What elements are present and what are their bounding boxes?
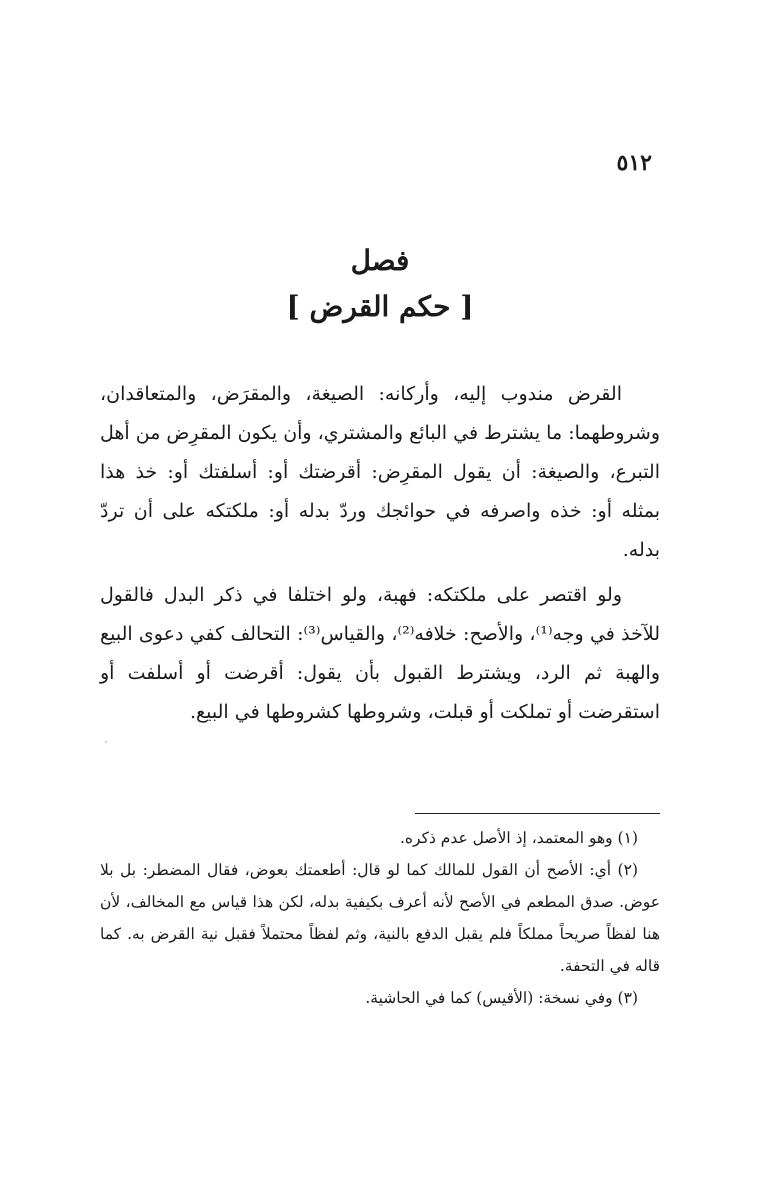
decorative-dot bbox=[105, 741, 107, 743]
page-number: ٥١٢ bbox=[616, 150, 652, 176]
paragraph: القرض مندوب إليه، وأركانه: الصيغة، والمقرَض، والمتعاقدان، وشروطهما: ما يشترط في البائع والمشتري، وأن يكون المقرِض من أهل التبرع، والصيغة: أن يقول المقرِض: أقرضتك أو: أسلفتك أو: خذ هذا بمثله أو: خذه واصرفه في حوائجك وردّ بدله أو: ملكتكه على أن تردّ بدله. bbox=[100, 383, 660, 561]
main-text bbox=[100, 375, 660, 738]
section-title: [ حكم القرض ] bbox=[286, 290, 474, 323]
footnote: (٢) أي: الأصح أن القول للمالك كما لو قال: أطعمتك بعوض، فقال المضطر: بل بلا عوض. صدق المطعم في الأصح لأنه أعرف بكيفية بدله، لكن هذا قياس مع المخالف، لأن هنا لفظاً صريحاً مملكاً فلم يقبل الدفع بالنية، وثم لفظاً محتملاً فقبل نية القرض به. كما قاله في التحفة. bbox=[100, 861, 660, 975]
footnote: (٣) وفي نسخة: (الأقيس) كما في الحاشية. bbox=[365, 989, 638, 1007]
footnote: (١) وهو المعتمد، إذ الأصل عدم ذكره. bbox=[399, 829, 638, 847]
chapter-title: فصل bbox=[350, 244, 410, 277]
footnotes bbox=[100, 822, 660, 1014]
footnote-divider bbox=[415, 813, 660, 814]
paragraph: ولو اقتصر على ملكتكه: فهبة، ولو اختلفا في ذكر البدل فالقول للآخذ في وجه⁽¹⁾، والأصح: خلافه⁽²⁾، والقياس⁽³⁾: التحالف كفي دعوى البيع والهبة ثم الرد، ويشترط القبول بأن يقول: أقرضت أو أسلفت أو استقرضت أو تملكت أو قبلت، وشروطها كشروطها في البيع. bbox=[100, 584, 660, 723]
